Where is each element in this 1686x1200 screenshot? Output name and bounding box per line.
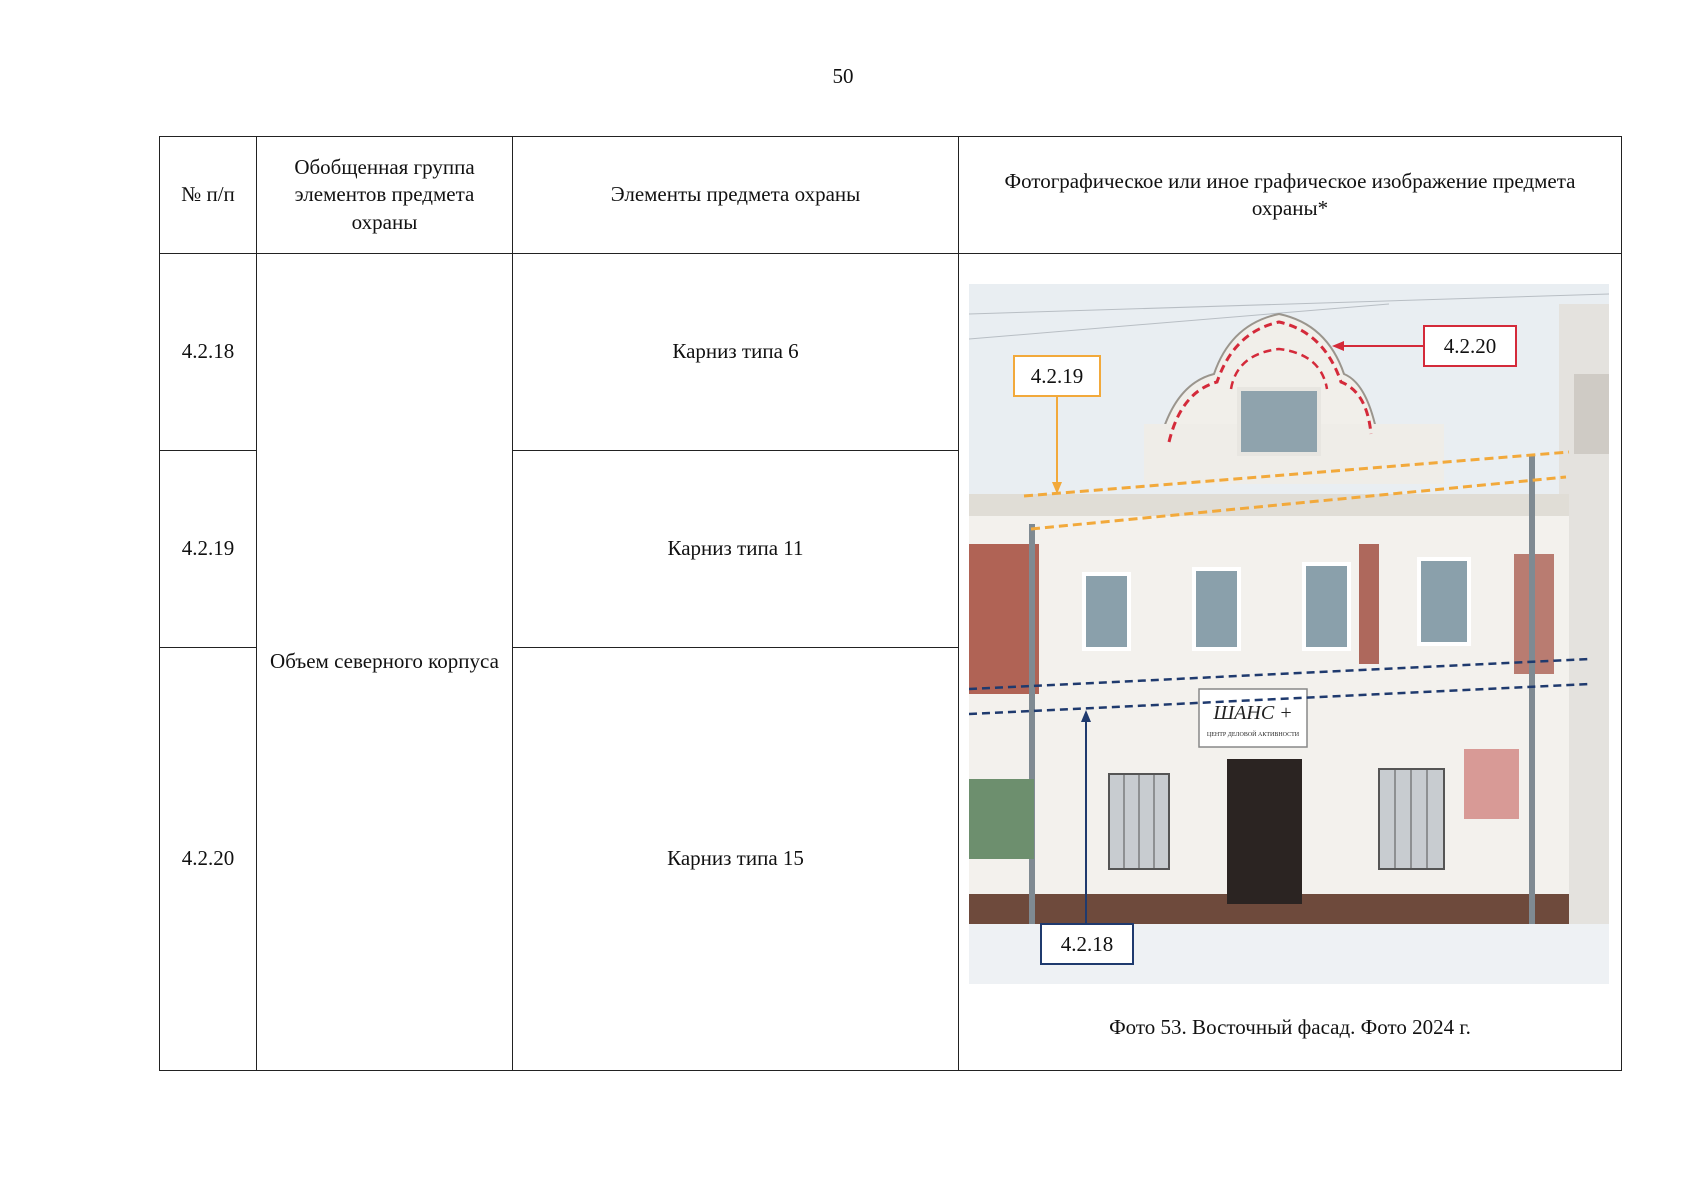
row-num: 4.2.18 [160,254,257,451]
table-header-row [160,137,1622,254]
header-group: Обобщенная группа элементов предмета охраны [257,137,513,254]
row-num: 4.2.19 [160,451,257,648]
callout-4-2-19: 4.2.19 [1030,364,1084,388]
row-element: Карниз типа 6 [513,254,959,451]
callout-4-2-20: 4.2.20 [1443,334,1497,358]
sign-subtext: ЦЕНТР ДЕЛОВОЙ АКТИВНОСТИ [1206,732,1300,738]
row-num: 4.2.20 [160,648,257,1071]
page-number: 50 [832,64,854,88]
table-row [160,254,1622,451]
facade-photo [969,284,1609,984]
group-cell: Объем северного корпуса [257,254,513,1071]
protection-elements-table [159,136,1622,1071]
callout-4-2-18: 4.2.18 [1060,932,1114,956]
header-num: № п/п [160,137,257,254]
row-element: Карниз типа 11 [513,451,959,648]
header-elements: Элементы предмета охраны [513,137,959,254]
photo-caption: Фото 53. Восточный фасад. Фото 2024 г. [1109,1015,1471,1039]
row-element: Карниз типа 15 [513,648,959,1071]
sign-text: ШАНС + [1213,702,1293,724]
header-photo: Фотографическое или иное графическое изображение предмета охраны* [959,137,1622,254]
photo-cell [959,254,1622,1071]
